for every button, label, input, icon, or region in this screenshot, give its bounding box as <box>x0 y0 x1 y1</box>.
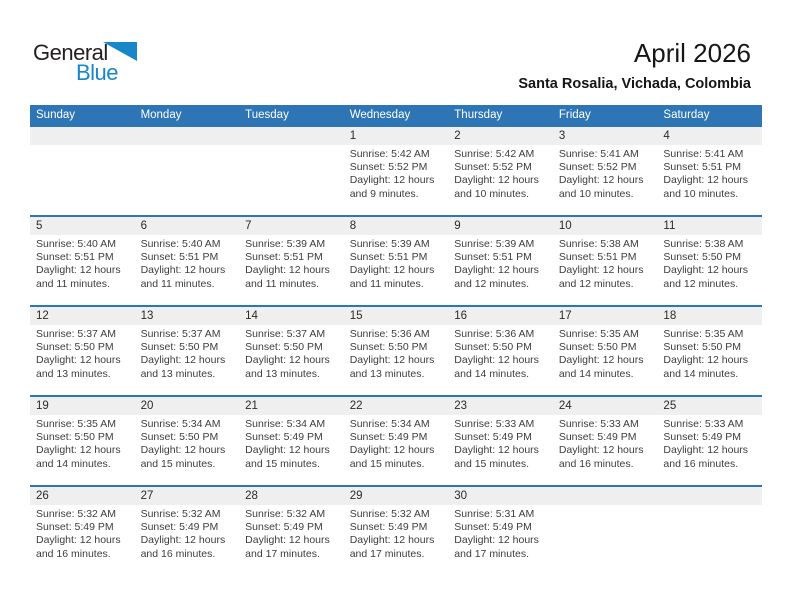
day-detail-line: Sunrise: 5:40 AM <box>140 238 221 250</box>
day-number: 6 <box>140 220 147 232</box>
day-detail-line: Daylight: 12 hours <box>663 444 749 457</box>
day-detail-line: Sunrise: 5:42 AM <box>349 148 430 160</box>
day-detail-line: Sunset: 5:49 PM <box>140 521 219 534</box>
day-detail-line: and 11 minutes. <box>245 277 320 290</box>
page-subtitle: Santa Rosalia, Vichada, Colombia <box>518 76 751 92</box>
day-detail-line: Sunset: 5:51 PM <box>36 251 114 264</box>
weekday-header-wednesday: Wednesday <box>349 109 411 121</box>
day-detail-line: Sunset: 5:50 PM <box>349 341 428 354</box>
day-cell <box>448 145 553 215</box>
day-detail-line: Sunset: 5:50 PM <box>663 251 742 264</box>
day-number: 23 <box>454 400 468 412</box>
day-number: 15 <box>349 310 363 322</box>
day-detail-line: Daylight: 12 hours <box>349 264 435 277</box>
day-cell <box>344 415 449 485</box>
day-number: 29 <box>349 490 363 502</box>
day-detail-line: Sunset: 5:50 PM <box>558 341 637 354</box>
day-number <box>30 127 135 145</box>
day-number: 17 <box>558 310 572 322</box>
day-detail-line: Sunset: 5:52 PM <box>349 161 428 174</box>
day-detail-line: Sunrise: 5:35 AM <box>558 328 639 340</box>
day-detail-line: and 11 minutes. <box>140 277 215 290</box>
day-detail-line: Sunrise: 5:31 AM <box>454 508 535 520</box>
calendar-table <box>30 105 762 575</box>
day-detail-line: Daylight: 12 hours <box>558 174 644 187</box>
day-detail-line: Sunset: 5:51 PM <box>663 161 742 174</box>
day-detail-line: and 15 minutes. <box>140 457 216 470</box>
day-detail-line: Daylight: 12 hours <box>663 264 749 277</box>
day-number: 27 <box>140 490 154 502</box>
day-detail-line: Daylight: 12 hours <box>454 264 539 277</box>
day-detail-line: Daylight: 12 hours <box>36 534 121 547</box>
week-row <box>30 395 762 485</box>
day-number: 7 <box>245 220 252 232</box>
day-number: 2 <box>454 130 461 142</box>
day-detail-line: and 10 minutes. <box>454 187 529 200</box>
weekday-header-tuesday: Tuesday <box>245 109 289 121</box>
day-detail-line: Daylight: 12 hours <box>245 354 330 367</box>
day-detail-line: and 12 minutes. <box>663 277 739 290</box>
logo-triangle-icon <box>103 42 137 61</box>
day-number: 25 <box>663 400 677 412</box>
day-cell <box>344 325 449 395</box>
day-detail-line: Sunrise: 5:37 AM <box>140 328 221 340</box>
day-cell <box>553 235 658 305</box>
day-detail-line: Sunrise: 5:38 AM <box>663 238 744 250</box>
day-detail-line: Sunset: 5:50 PM <box>140 431 219 444</box>
weekday-header-friday: Friday <box>558 109 591 121</box>
day-detail-line: Sunset: 5:51 PM <box>558 251 637 264</box>
day-cell <box>657 145 762 215</box>
day-detail-line: Sunrise: 5:41 AM <box>558 148 639 160</box>
day-detail-line: Sunrise: 5:38 AM <box>558 238 639 250</box>
day-detail-line: and 13 minutes. <box>349 367 425 380</box>
day-detail-line: Sunset: 5:50 PM <box>36 431 114 444</box>
day-detail-line: and 13 minutes. <box>245 367 320 380</box>
day-detail-line: Sunrise: 5:34 AM <box>245 418 326 430</box>
day-detail-line: Daylight: 12 hours <box>663 174 749 187</box>
title-block <box>518 38 751 92</box>
day-cell <box>657 325 762 395</box>
weekday-header-sunday: Sunday <box>36 109 76 121</box>
day-cell <box>135 505 240 575</box>
day-detail-line: Sunrise: 5:35 AM <box>663 328 744 340</box>
day-detail-line: Daylight: 12 hours <box>454 174 539 187</box>
day-cell <box>30 325 135 395</box>
week-row <box>30 215 762 305</box>
day-detail-line: and 13 minutes. <box>140 367 216 380</box>
day-number <box>239 127 344 145</box>
weekday-header-saturday: Saturday <box>663 109 710 121</box>
day-number: 13 <box>140 310 154 322</box>
day-detail-line: Sunrise: 5:39 AM <box>245 238 326 250</box>
day-number <box>553 487 658 505</box>
day-cell <box>448 325 553 395</box>
day-cell <box>135 325 240 395</box>
day-detail-line: Daylight: 12 hours <box>663 354 749 367</box>
day-detail-line: Daylight: 12 hours <box>245 264 330 277</box>
day-detail-line: Daylight: 12 hours <box>140 354 226 367</box>
calendar-weeks <box>30 125 762 575</box>
day-detail-line: Sunset: 5:49 PM <box>245 431 323 444</box>
day-detail-line: Daylight: 12 hours <box>349 354 435 367</box>
day-detail-line: Sunrise: 5:37 AM <box>245 328 326 340</box>
day-detail-line: Sunset: 5:51 PM <box>349 251 428 264</box>
day-number: 30 <box>454 490 468 502</box>
day-detail-line: and 11 minutes. <box>349 277 424 290</box>
day-detail-line: and 10 minutes. <box>663 187 739 200</box>
day-cell <box>448 505 553 575</box>
day-number-strip <box>30 127 762 145</box>
day-cell <box>553 505 658 575</box>
week-body <box>30 145 762 215</box>
weekday-header-row <box>30 105 762 125</box>
day-number: 14 <box>245 310 258 322</box>
day-detail-line: Sunrise: 5:32 AM <box>245 508 326 520</box>
day-number: 24 <box>558 400 572 412</box>
day-cell <box>135 145 240 215</box>
day-detail-line: Daylight: 12 hours <box>245 534 330 547</box>
day-detail-line: Sunrise: 5:34 AM <box>140 418 221 430</box>
day-detail-line: and 10 minutes. <box>558 187 634 200</box>
day-number <box>135 127 240 145</box>
day-cell <box>657 415 762 485</box>
day-detail-line: and 13 minutes. <box>36 367 111 380</box>
day-number: 11 <box>663 220 676 232</box>
day-number-strip <box>30 217 762 235</box>
day-number: 8 <box>349 220 357 232</box>
day-detail-line: Sunset: 5:49 PM <box>245 521 323 534</box>
day-detail-line: Daylight: 12 hours <box>454 444 539 457</box>
day-detail-line: Daylight: 12 hours <box>349 534 435 547</box>
weekday-header-thursday: Thursday <box>454 109 503 121</box>
day-number: 18 <box>663 310 677 322</box>
day-number: 21 <box>245 400 258 412</box>
day-detail-line: Sunrise: 5:37 AM <box>36 328 116 340</box>
day-number-strip <box>30 487 762 505</box>
day-detail-line: and 15 minutes. <box>454 457 529 470</box>
day-detail-line: Sunrise: 5:33 AM <box>558 418 639 430</box>
day-detail-line: Sunset: 5:51 PM <box>245 251 323 264</box>
day-cell <box>448 415 553 485</box>
day-cell <box>448 235 553 305</box>
day-detail-line: Sunrise: 5:32 AM <box>349 508 430 520</box>
week-body <box>30 415 762 485</box>
day-detail-line: Sunrise: 5:34 AM <box>349 418 430 430</box>
day-cell <box>239 145 344 215</box>
day-number: 22 <box>349 400 363 412</box>
day-detail-line: Daylight: 12 hours <box>245 444 330 457</box>
day-cell <box>239 505 344 575</box>
day-cell <box>135 415 240 485</box>
day-number: 19 <box>36 400 49 412</box>
day-number: 9 <box>454 220 461 232</box>
day-detail-line: and 16 minutes. <box>663 457 739 470</box>
day-detail-line: and 17 minutes. <box>454 547 529 560</box>
day-number-strip <box>30 307 762 325</box>
week-body <box>30 505 762 575</box>
day-number-strip <box>30 397 762 415</box>
day-detail-line: Sunrise: 5:32 AM <box>140 508 221 520</box>
day-cell <box>553 325 658 395</box>
day-detail-line: Daylight: 12 hours <box>36 264 121 277</box>
day-detail-line: and 14 minutes. <box>663 367 739 380</box>
day-detail-line: Sunrise: 5:35 AM <box>36 418 116 430</box>
day-number: 20 <box>140 400 154 412</box>
day-cell <box>135 235 240 305</box>
day-detail-line: Sunrise: 5:39 AM <box>454 238 535 250</box>
day-cell <box>30 145 135 215</box>
day-detail-line: Sunrise: 5:39 AM <box>349 238 430 250</box>
day-detail-line: Sunrise: 5:40 AM <box>36 238 116 250</box>
day-number: 10 <box>558 220 572 232</box>
day-number: 3 <box>558 130 566 142</box>
day-detail-line: Daylight: 12 hours <box>349 174 435 187</box>
day-detail-line: Sunset: 5:50 PM <box>663 341 742 354</box>
week-body <box>30 325 762 395</box>
day-cell <box>30 505 135 575</box>
day-number: 28 <box>245 490 258 502</box>
page-title: April 2026 <box>633 38 751 68</box>
day-detail-line: Sunrise: 5:33 AM <box>663 418 744 430</box>
day-detail-line: Sunset: 5:50 PM <box>454 341 532 354</box>
day-detail-line: and 14 minutes. <box>454 367 529 380</box>
week-row <box>30 485 762 575</box>
day-detail-line: Sunrise: 5:36 AM <box>349 328 430 340</box>
day-detail-line: Daylight: 12 hours <box>140 534 226 547</box>
day-detail-line: Daylight: 12 hours <box>558 354 644 367</box>
day-cell <box>657 235 762 305</box>
day-detail-line: and 12 minutes. <box>454 277 529 290</box>
day-cell <box>239 415 344 485</box>
day-cell <box>553 145 658 215</box>
day-cell <box>657 505 762 575</box>
day-detail-line: Sunset: 5:49 PM <box>36 521 114 534</box>
day-detail-line: Sunset: 5:50 PM <box>140 341 219 354</box>
day-detail-line: Sunset: 5:51 PM <box>454 251 532 264</box>
day-detail-line: Daylight: 12 hours <box>454 534 539 547</box>
day-detail-line: Sunset: 5:52 PM <box>558 161 637 174</box>
week-body <box>30 235 762 305</box>
day-detail-line: Sunset: 5:49 PM <box>663 431 742 444</box>
day-detail-line: and 16 minutes. <box>36 547 111 560</box>
day-detail-line: Sunset: 5:50 PM <box>36 341 114 354</box>
day-detail-line: Sunset: 5:49 PM <box>454 431 532 444</box>
day-detail-line: and 16 minutes. <box>140 547 216 560</box>
day-detail-line: Daylight: 12 hours <box>140 444 226 457</box>
day-detail-line: Sunrise: 5:41 AM <box>663 148 744 160</box>
day-detail-line: and 16 minutes. <box>558 457 634 470</box>
day-detail-line: Sunset: 5:52 PM <box>454 161 532 174</box>
day-detail-line: Daylight: 12 hours <box>558 264 644 277</box>
logo-text-general: General <box>33 40 108 65</box>
day-cell <box>344 505 449 575</box>
day-detail-line: Sunset: 5:49 PM <box>454 521 532 534</box>
day-detail-line: Daylight: 12 hours <box>454 354 539 367</box>
day-detail-line: Sunset: 5:49 PM <box>558 431 637 444</box>
day-detail-line: Sunrise: 5:32 AM <box>36 508 116 520</box>
day-detail-line: Sunrise: 5:33 AM <box>454 418 535 430</box>
day-number: 5 <box>36 220 43 232</box>
day-detail-line: Daylight: 12 hours <box>558 444 644 457</box>
logo-text-blue: Blue <box>76 60 119 85</box>
day-detail-line: Sunset: 5:49 PM <box>349 431 428 444</box>
day-detail-line: and 11 minutes. <box>36 277 110 290</box>
day-number: 12 <box>36 310 49 322</box>
day-cell <box>30 235 135 305</box>
day-cell <box>553 415 658 485</box>
day-number: 1 <box>349 130 357 142</box>
day-detail-line: Sunset: 5:51 PM <box>140 251 219 264</box>
day-number: 26 <box>36 490 49 502</box>
day-detail-line: and 14 minutes. <box>36 457 111 470</box>
day-detail-line: and 12 minutes. <box>558 277 634 290</box>
day-detail-line: and 15 minutes. <box>349 457 425 470</box>
general-blue-logo <box>33 40 173 86</box>
day-number <box>657 487 762 505</box>
day-cell <box>239 325 344 395</box>
day-detail-line: Daylight: 12 hours <box>349 444 435 457</box>
week-row <box>30 305 762 395</box>
week-row <box>30 125 762 215</box>
day-detail-line: and 9 minutes. <box>349 187 419 200</box>
day-cell <box>344 235 449 305</box>
day-detail-line: Sunrise: 5:36 AM <box>454 328 535 340</box>
day-detail-line: Sunrise: 5:42 AM <box>454 148 535 160</box>
day-number: 4 <box>663 130 670 142</box>
day-detail-line: Daylight: 12 hours <box>140 264 226 277</box>
day-detail-line: Sunset: 5:50 PM <box>245 341 323 354</box>
day-detail-line: Sunset: 5:49 PM <box>349 521 428 534</box>
day-number: 16 <box>454 310 468 322</box>
day-cell <box>30 415 135 485</box>
day-detail-line: and 17 minutes. <box>349 547 425 560</box>
day-cell <box>239 235 344 305</box>
day-cell <box>344 145 449 215</box>
day-detail-line: Daylight: 12 hours <box>36 354 121 367</box>
day-detail-line: Daylight: 12 hours <box>36 444 121 457</box>
day-detail-line: and 15 minutes. <box>245 457 320 470</box>
weekday-header-monday: Monday <box>140 109 182 121</box>
day-detail-line: and 14 minutes. <box>558 367 634 380</box>
day-detail-line: and 17 minutes. <box>245 547 320 560</box>
